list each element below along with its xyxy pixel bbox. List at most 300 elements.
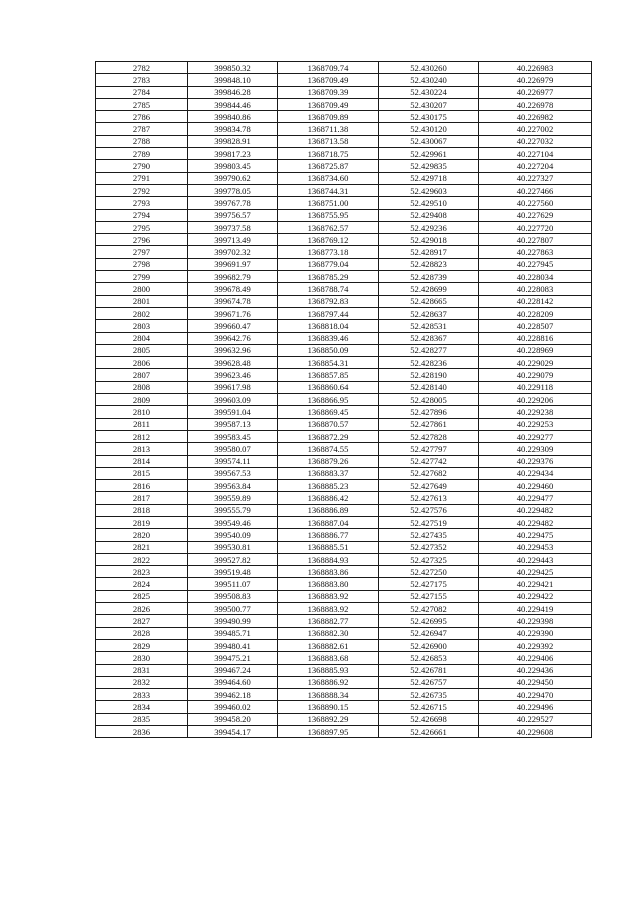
x-coordinate-cell: 399623.46 [188,369,278,381]
longitude-cell: 40.229434 [479,467,592,479]
longitude-cell: 40.227807 [479,234,592,246]
point-number-cell: 2820 [96,529,188,541]
x-coordinate-cell: 399530.81 [188,541,278,553]
point-number-cell: 2825 [96,590,188,602]
latitude-cell: 52.427576 [379,504,479,516]
y-coordinate-cell: 1368882.61 [278,639,379,651]
x-coordinate-cell: 399519.48 [188,566,278,578]
x-coordinate-cell: 399583.45 [188,430,278,442]
point-number-cell: 2814 [96,455,188,467]
point-number-cell: 2822 [96,553,188,565]
x-coordinate-cell: 399480.41 [188,639,278,651]
longitude-cell: 40.229398 [479,615,592,627]
point-number-cell: 2803 [96,320,188,332]
y-coordinate-cell: 1368874.55 [278,443,379,455]
table-row [96,295,592,307]
y-coordinate-cell: 1368709.49 [278,74,379,86]
y-coordinate-cell: 1368718.75 [278,148,379,160]
x-coordinate-cell: 399574.11 [188,455,278,467]
y-coordinate-cell: 1368866.95 [278,394,379,406]
latitude-cell: 52.427155 [379,590,479,602]
table-row [96,111,592,123]
longitude-cell: 40.229422 [479,590,592,602]
table-row [96,553,592,565]
latitude-cell: 52.430207 [379,98,479,110]
x-coordinate-cell: 399756.57 [188,209,278,221]
y-coordinate-cell: 1368883.68 [278,652,379,664]
longitude-cell: 40.228209 [479,307,592,319]
latitude-cell: 52.430260 [379,62,479,74]
longitude-cell: 40.229470 [479,689,592,701]
latitude-cell: 52.426661 [379,726,479,738]
latitude-cell: 52.428823 [379,258,479,270]
longitude-cell: 40.227327 [479,172,592,184]
table-row [96,664,592,676]
y-coordinate-cell: 1368709.39 [278,86,379,98]
longitude-cell: 40.229238 [479,406,592,418]
x-coordinate-cell: 399642.76 [188,332,278,344]
latitude-cell: 52.427325 [379,553,479,565]
point-number-cell: 2835 [96,713,188,725]
latitude-cell: 52.426715 [379,701,479,713]
point-number-cell: 2788 [96,135,188,147]
latitude-cell: 52.426757 [379,676,479,688]
table-row [96,74,592,86]
point-number-cell: 2796 [96,234,188,246]
longitude-cell: 40.229475 [479,529,592,541]
table-row [96,406,592,418]
point-number-cell: 2829 [96,639,188,651]
y-coordinate-cell: 1368884.93 [278,553,379,565]
y-coordinate-cell: 1368883.86 [278,566,379,578]
point-number-cell: 2785 [96,98,188,110]
latitude-cell: 52.428277 [379,344,479,356]
table-row [96,566,592,578]
y-coordinate-cell: 1368886.42 [278,492,379,504]
longitude-cell: 40.229482 [479,504,592,516]
point-number-cell: 2830 [96,652,188,664]
latitude-cell: 52.427861 [379,418,479,430]
x-coordinate-cell: 399591.04 [188,406,278,418]
point-number-cell: 2828 [96,627,188,639]
longitude-cell: 40.229376 [479,455,592,467]
latitude-cell: 52.427742 [379,455,479,467]
latitude-cell: 52.428367 [379,332,479,344]
latitude-cell: 52.427649 [379,480,479,492]
x-coordinate-cell: 399460.02 [188,701,278,713]
x-coordinate-cell: 399540.09 [188,529,278,541]
longitude-cell: 40.229421 [479,578,592,590]
x-coordinate-cell: 399660.47 [188,320,278,332]
point-number-cell: 2802 [96,307,188,319]
point-number-cell: 2790 [96,160,188,172]
x-coordinate-cell: 399467.24 [188,664,278,676]
latitude-cell: 52.426995 [379,615,479,627]
x-coordinate-cell: 399458.20 [188,713,278,725]
longitude-cell: 40.229392 [479,639,592,651]
coordinate-table [95,61,592,738]
table-row [96,160,592,172]
latitude-cell: 52.427828 [379,430,479,442]
table-row [96,541,592,553]
x-coordinate-cell: 399803.45 [188,160,278,172]
x-coordinate-cell: 399628.48 [188,357,278,369]
table-row [96,504,592,516]
y-coordinate-cell: 1368885.23 [278,480,379,492]
table-row [96,246,592,258]
x-coordinate-cell: 399580.07 [188,443,278,455]
y-coordinate-cell: 1368751.00 [278,197,379,209]
longitude-cell: 40.227032 [479,135,592,147]
point-number-cell: 2799 [96,271,188,283]
y-coordinate-cell: 1368725.87 [278,160,379,172]
longitude-cell: 40.226977 [479,86,592,98]
table-row [96,701,592,713]
longitude-cell: 40.229460 [479,480,592,492]
latitude-cell: 52.428917 [379,246,479,258]
point-number-cell: 2791 [96,172,188,184]
x-coordinate-cell: 399817.23 [188,148,278,160]
table-row [96,578,592,590]
y-coordinate-cell: 1368869.45 [278,406,379,418]
x-coordinate-cell: 399559.89 [188,492,278,504]
longitude-cell: 40.229482 [479,516,592,528]
y-coordinate-cell: 1368792.83 [278,295,379,307]
point-number-cell: 2817 [96,492,188,504]
table-row [96,62,592,74]
latitude-cell: 52.428005 [379,394,479,406]
latitude-cell: 52.427435 [379,529,479,541]
point-number-cell: 2801 [96,295,188,307]
longitude-cell: 40.228034 [479,271,592,283]
latitude-cell: 52.426947 [379,627,479,639]
y-coordinate-cell: 1368788.74 [278,283,379,295]
y-coordinate-cell: 1368744.31 [278,184,379,196]
latitude-cell: 52.430224 [379,86,479,98]
longitude-cell: 40.226978 [479,98,592,110]
y-coordinate-cell: 1368839.46 [278,332,379,344]
x-coordinate-cell: 399674.78 [188,295,278,307]
table-row [96,615,592,627]
table-row [96,443,592,455]
point-number-cell: 2798 [96,258,188,270]
table-row [96,209,592,221]
point-number-cell: 2782 [96,62,188,74]
x-coordinate-cell: 399840.86 [188,111,278,123]
latitude-cell: 52.429835 [379,160,479,172]
table-row [96,369,592,381]
point-number-cell: 2823 [96,566,188,578]
longitude-cell: 40.229496 [479,701,592,713]
table-row [96,172,592,184]
longitude-cell: 40.227204 [479,160,592,172]
latitude-cell: 52.426853 [379,652,479,664]
point-number-cell: 2795 [96,221,188,233]
latitude-cell: 52.429510 [379,197,479,209]
point-number-cell: 2821 [96,541,188,553]
latitude-cell: 52.430067 [379,135,479,147]
longitude-cell: 40.227629 [479,209,592,221]
y-coordinate-cell: 1368713.58 [278,135,379,147]
point-number-cell: 2808 [96,381,188,393]
longitude-cell: 40.227720 [479,221,592,233]
x-coordinate-cell: 399527.82 [188,553,278,565]
latitude-cell: 52.427682 [379,467,479,479]
x-coordinate-cell: 399713.49 [188,234,278,246]
latitude-cell: 52.428140 [379,381,479,393]
y-coordinate-cell: 1368755.95 [278,209,379,221]
y-coordinate-cell: 1368883.92 [278,603,379,615]
y-coordinate-cell: 1368885.93 [278,664,379,676]
longitude-cell: 40.229527 [479,713,592,725]
x-coordinate-cell: 399462.18 [188,689,278,701]
x-coordinate-cell: 399508.83 [188,590,278,602]
point-number-cell: 2805 [96,344,188,356]
x-coordinate-cell: 399555.79 [188,504,278,516]
point-number-cell: 2827 [96,615,188,627]
point-number-cell: 2786 [96,111,188,123]
coordinate-table-page [95,61,591,738]
table-row [96,344,592,356]
y-coordinate-cell: 1368886.92 [278,676,379,688]
table-row [96,283,592,295]
latitude-cell: 52.429236 [379,221,479,233]
table-row [96,676,592,688]
x-coordinate-cell: 399834.78 [188,123,278,135]
longitude-cell: 40.229419 [479,603,592,615]
y-coordinate-cell: 1368885.51 [278,541,379,553]
x-coordinate-cell: 399828.91 [188,135,278,147]
table-row [96,381,592,393]
latitude-cell: 52.428637 [379,307,479,319]
point-number-cell: 2819 [96,516,188,528]
table-row [96,418,592,430]
latitude-cell: 52.429408 [379,209,479,221]
table-row [96,135,592,147]
latitude-cell: 52.428190 [379,369,479,381]
latitude-cell: 52.428699 [379,283,479,295]
table-row [96,430,592,442]
point-number-cell: 2818 [96,504,188,516]
x-coordinate-cell: 399454.17 [188,726,278,738]
latitude-cell: 52.430240 [379,74,479,86]
longitude-cell: 40.229277 [479,430,592,442]
point-number-cell: 2810 [96,406,188,418]
latitude-cell: 52.428739 [379,271,479,283]
table-row [96,480,592,492]
point-number-cell: 2800 [96,283,188,295]
x-coordinate-cell: 399490.99 [188,615,278,627]
table-row [96,467,592,479]
point-number-cell: 2811 [96,418,188,430]
table-row [96,148,592,160]
x-coordinate-cell: 399587.13 [188,418,278,430]
table-row [96,627,592,639]
latitude-cell: 52.429018 [379,234,479,246]
latitude-cell: 52.426698 [379,713,479,725]
longitude-cell: 40.227104 [479,148,592,160]
point-number-cell: 2832 [96,676,188,688]
longitude-cell: 40.226983 [479,62,592,74]
longitude-cell: 40.227002 [479,123,592,135]
x-coordinate-cell: 399603.09 [188,394,278,406]
table-row [96,492,592,504]
table-row [96,307,592,319]
point-number-cell: 2804 [96,332,188,344]
x-coordinate-cell: 399549.46 [188,516,278,528]
x-coordinate-cell: 399702.32 [188,246,278,258]
longitude-cell: 40.229436 [479,664,592,676]
y-coordinate-cell: 1368762.57 [278,221,379,233]
point-number-cell: 2789 [96,148,188,160]
latitude-cell: 52.427082 [379,603,479,615]
table-row [96,455,592,467]
latitude-cell: 52.426781 [379,664,479,676]
latitude-cell: 52.426900 [379,639,479,651]
latitude-cell: 52.430120 [379,123,479,135]
y-coordinate-cell: 1368769.12 [278,234,379,246]
point-number-cell: 2826 [96,603,188,615]
y-coordinate-cell: 1368734.60 [278,172,379,184]
y-coordinate-cell: 1368854.31 [278,357,379,369]
x-coordinate-cell: 399678.49 [188,283,278,295]
x-coordinate-cell: 399846.28 [188,86,278,98]
point-number-cell: 2816 [96,480,188,492]
latitude-cell: 52.428236 [379,357,479,369]
y-coordinate-cell: 1368709.74 [278,62,379,74]
x-coordinate-cell: 399844.46 [188,98,278,110]
table-row [96,197,592,209]
table-row [96,184,592,196]
x-coordinate-cell: 399567.53 [188,467,278,479]
y-coordinate-cell: 1368888.34 [278,689,379,701]
y-coordinate-cell: 1368857.85 [278,369,379,381]
table-row [96,258,592,270]
latitude-cell: 52.427250 [379,566,479,578]
table-row [96,713,592,725]
longitude-cell: 40.229206 [479,394,592,406]
latitude-cell: 52.429961 [379,148,479,160]
longitude-cell: 40.229079 [479,369,592,381]
latitude-cell: 52.427175 [379,578,479,590]
x-coordinate-cell: 399850.32 [188,62,278,74]
table-row [96,603,592,615]
point-number-cell: 2784 [96,86,188,98]
x-coordinate-cell: 399691.97 [188,258,278,270]
longitude-cell: 40.227466 [479,184,592,196]
longitude-cell: 40.229118 [479,381,592,393]
table-row [96,332,592,344]
longitude-cell: 40.229029 [479,357,592,369]
x-coordinate-cell: 399563.84 [188,480,278,492]
x-coordinate-cell: 399617.98 [188,381,278,393]
longitude-cell: 40.227560 [479,197,592,209]
point-number-cell: 2783 [96,74,188,86]
x-coordinate-cell: 399485.71 [188,627,278,639]
table-row [96,271,592,283]
point-number-cell: 2793 [96,197,188,209]
x-coordinate-cell: 399778.05 [188,184,278,196]
x-coordinate-cell: 399475.21 [188,652,278,664]
point-number-cell: 2797 [96,246,188,258]
longitude-cell: 40.229453 [479,541,592,553]
table-row [96,639,592,651]
y-coordinate-cell: 1368892.29 [278,713,379,725]
longitude-cell: 40.229390 [479,627,592,639]
longitude-cell: 40.226982 [479,111,592,123]
y-coordinate-cell: 1368882.77 [278,615,379,627]
y-coordinate-cell: 1368797.44 [278,307,379,319]
latitude-cell: 52.429603 [379,184,479,196]
point-number-cell: 2824 [96,578,188,590]
latitude-cell: 52.428531 [379,320,479,332]
table-row [96,234,592,246]
table-row [96,357,592,369]
y-coordinate-cell: 1368709.49 [278,98,379,110]
longitude-cell: 40.229309 [479,443,592,455]
longitude-cell: 40.228816 [479,332,592,344]
table-row [96,590,592,602]
x-coordinate-cell: 399682.79 [188,271,278,283]
point-number-cell: 2792 [96,184,188,196]
longitude-cell: 40.227945 [479,258,592,270]
latitude-cell: 52.429718 [379,172,479,184]
latitude-cell: 52.427797 [379,443,479,455]
point-number-cell: 2834 [96,701,188,713]
longitude-cell: 40.228969 [479,344,592,356]
x-coordinate-cell: 399671.76 [188,307,278,319]
y-coordinate-cell: 1368883.37 [278,467,379,479]
y-coordinate-cell: 1368886.77 [278,529,379,541]
y-coordinate-cell: 1368887.04 [278,516,379,528]
table-row [96,726,592,738]
point-number-cell: 2809 [96,394,188,406]
point-number-cell: 2831 [96,664,188,676]
latitude-cell: 52.427613 [379,492,479,504]
x-coordinate-cell: 399632.96 [188,344,278,356]
y-coordinate-cell: 1368897.95 [278,726,379,738]
longitude-cell: 40.229608 [479,726,592,738]
latitude-cell: 52.427519 [379,516,479,528]
point-number-cell: 2787 [96,123,188,135]
longitude-cell: 40.227863 [479,246,592,258]
longitude-cell: 40.229443 [479,553,592,565]
table-row [96,123,592,135]
longitude-cell: 40.229253 [479,418,592,430]
x-coordinate-cell: 399737.58 [188,221,278,233]
y-coordinate-cell: 1368773.18 [278,246,379,258]
y-coordinate-cell: 1368779.04 [278,258,379,270]
table-row [96,689,592,701]
y-coordinate-cell: 1368709.89 [278,111,379,123]
y-coordinate-cell: 1368879.26 [278,455,379,467]
table-row [96,98,592,110]
longitude-cell: 40.226979 [479,74,592,86]
point-number-cell: 2794 [96,209,188,221]
longitude-cell: 40.228083 [479,283,592,295]
point-number-cell: 2815 [96,467,188,479]
point-number-cell: 2813 [96,443,188,455]
y-coordinate-cell: 1368890.15 [278,701,379,713]
x-coordinate-cell: 399500.77 [188,603,278,615]
x-coordinate-cell: 399767.78 [188,197,278,209]
point-number-cell: 2833 [96,689,188,701]
y-coordinate-cell: 1368850.09 [278,344,379,356]
x-coordinate-cell: 399790.62 [188,172,278,184]
y-coordinate-cell: 1368886.89 [278,504,379,516]
table-row [96,394,592,406]
longitude-cell: 40.229477 [479,492,592,504]
